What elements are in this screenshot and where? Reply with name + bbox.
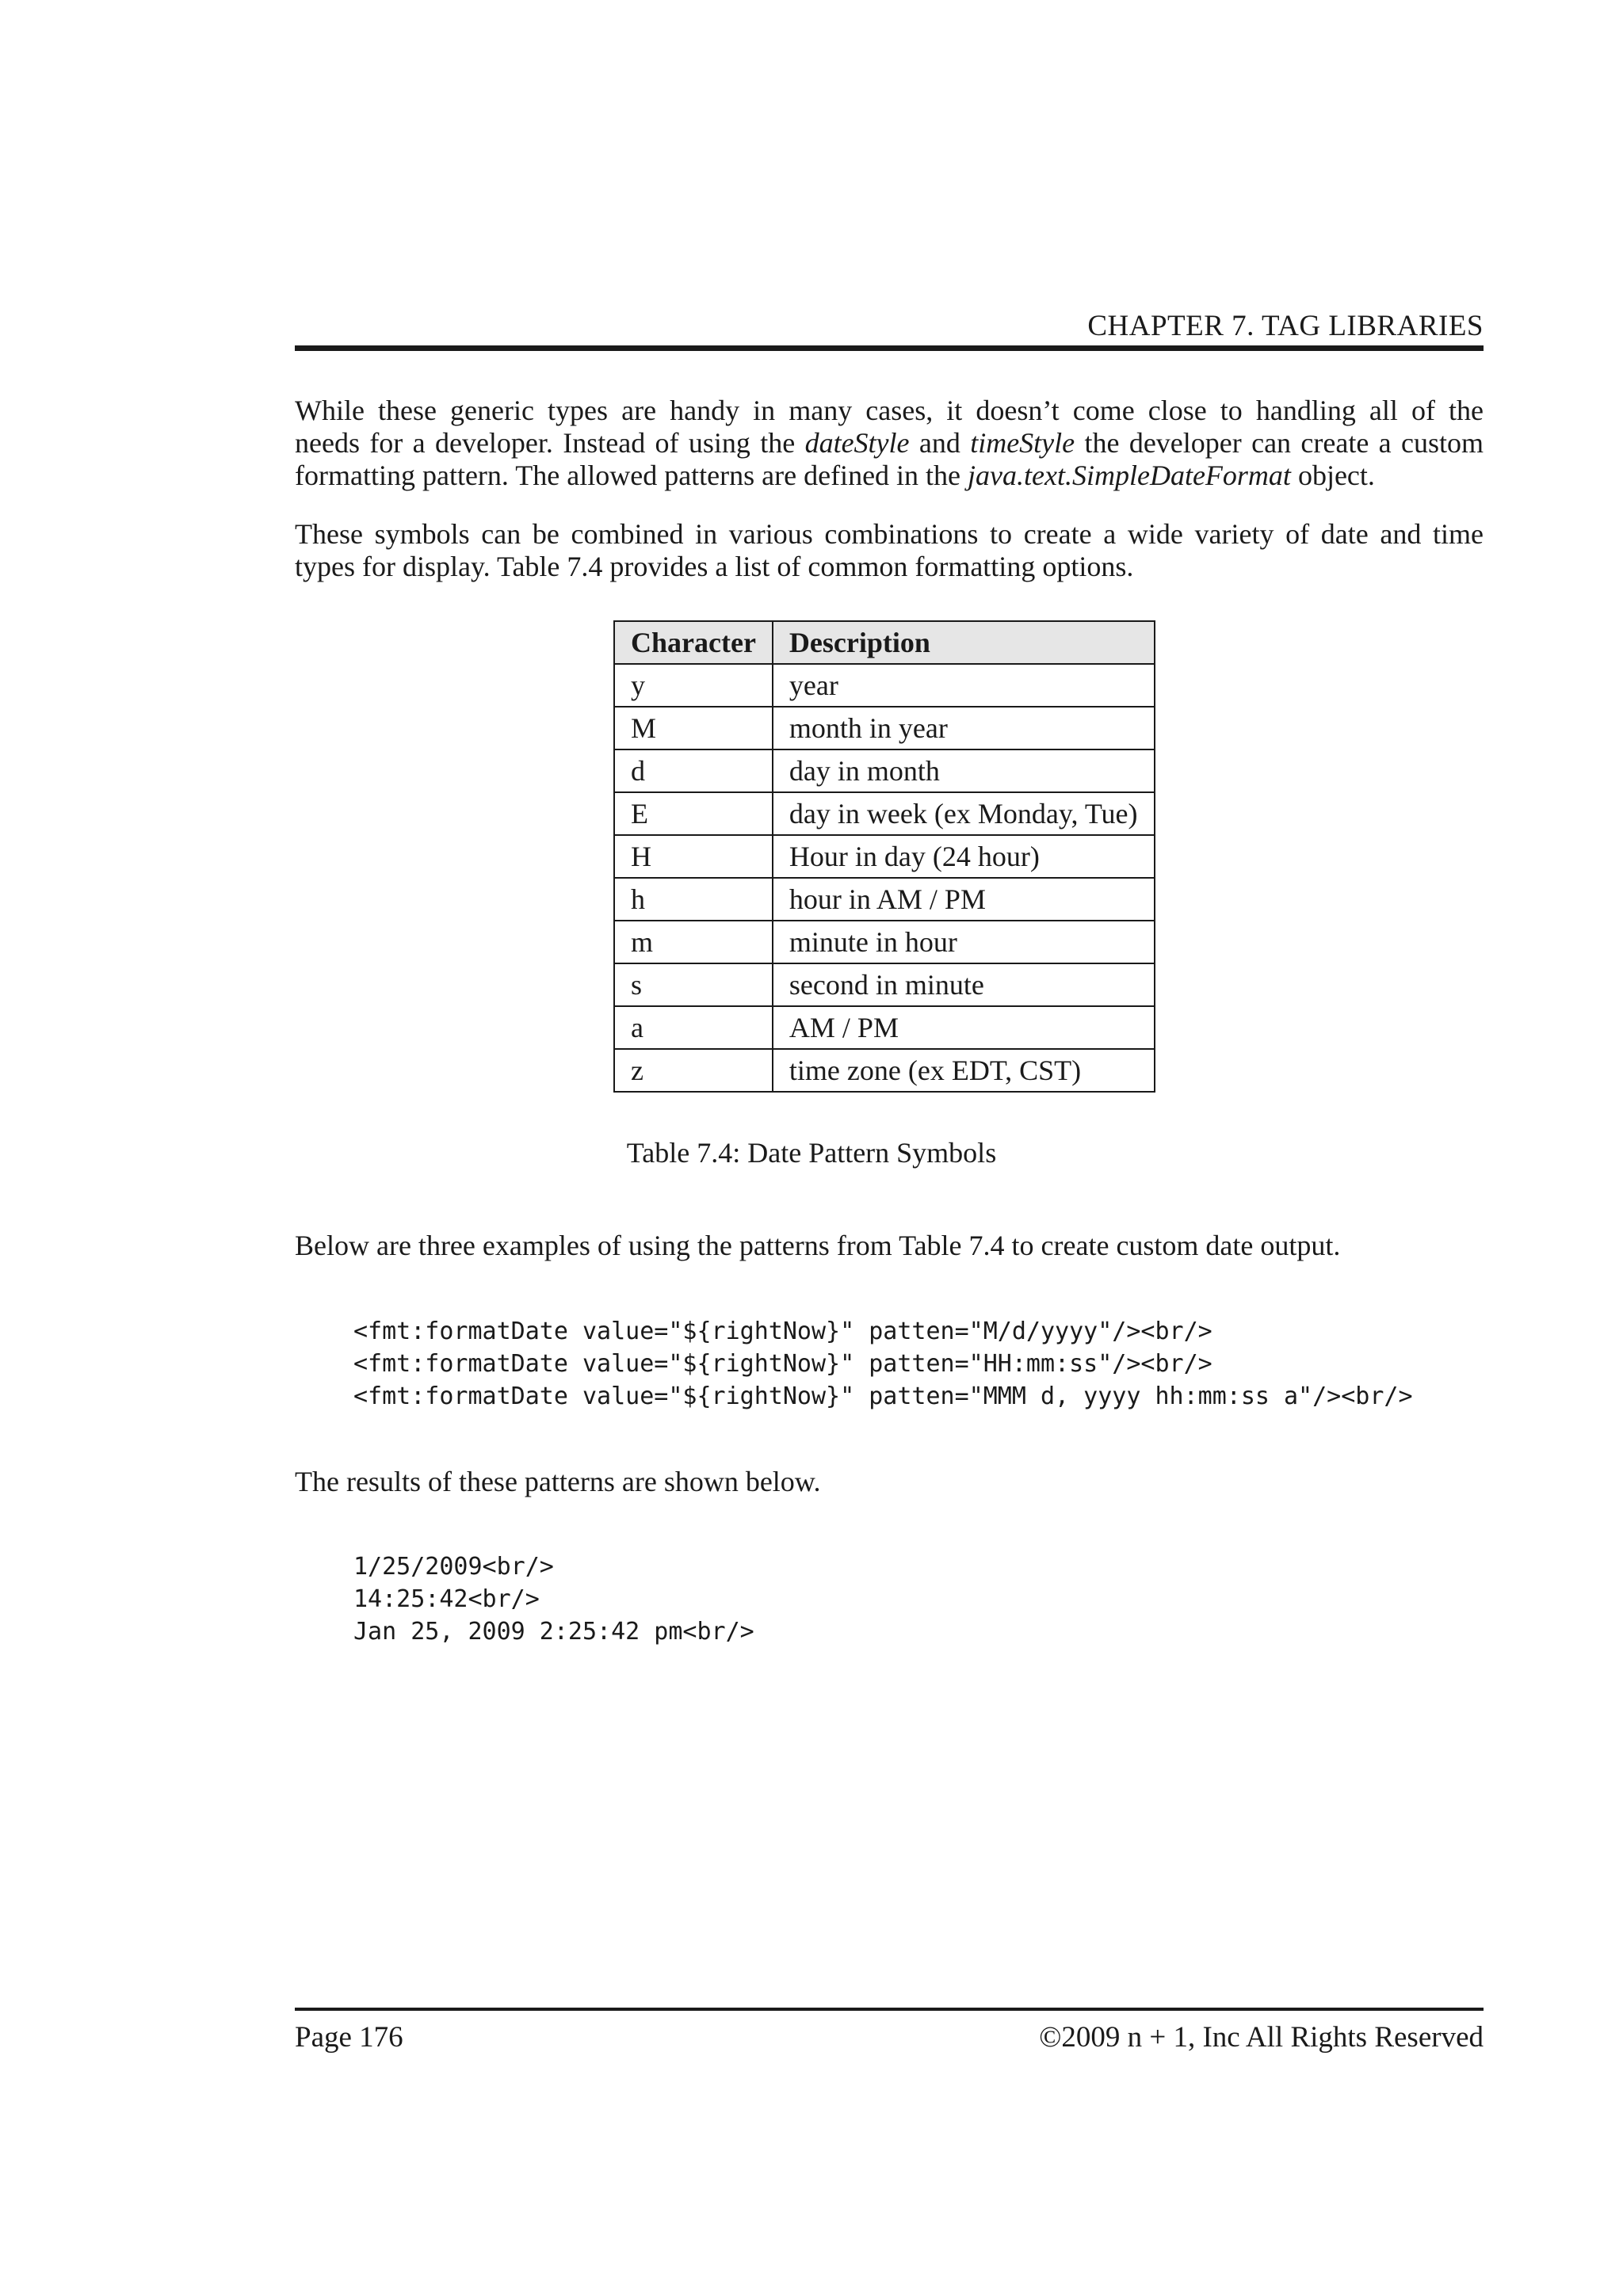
description-cell: time zone (ex EDT, CST) — [773, 1049, 1155, 1092]
intro-line-2: needs for a developer. Instead of using the dateStyle and timeStyle the developer can create a custom — [295, 427, 1484, 459]
table-row — [614, 835, 1155, 878]
footer-rule — [295, 2008, 1484, 2011]
table-row — [614, 749, 1155, 792]
description-cell: minute in hour — [773, 921, 1155, 963]
intro-line-3: formatting pattern. The allowed patterns are defined in the java.text.SimpleDateFormat object. — [295, 460, 1375, 491]
results-block — [353, 1550, 754, 1648]
symbol-cell: a — [614, 1006, 773, 1049]
page-number: Page 176 — [295, 2021, 403, 2054]
running-header: CHAPTER 7. TAG LIBRARIES — [1087, 310, 1484, 342]
table-row — [614, 1006, 1155, 1049]
date-pattern-table — [613, 620, 1155, 1093]
symbol-cell: h — [614, 878, 773, 921]
table-row — [614, 664, 1155, 707]
code-line: <fmt:formatDate value="${rightNow}" patten="M/d/yyyy"/><br/> — [353, 1318, 1212, 1345]
table-row — [614, 1049, 1155, 1092]
table-row — [614, 878, 1155, 921]
result-line: Jan 25, 2009 2:25:42 pm<br/> — [353, 1618, 754, 1646]
description-cell: AM / PM — [773, 1006, 1155, 1049]
symbol-cell: y — [614, 664, 773, 707]
simpledateformat-term: java.text.SimpleDateFormat — [968, 460, 1291, 491]
symbol-cell: d — [614, 749, 773, 792]
code-line: <fmt:formatDate value="${rightNow}" patten="MMM d, yyyy hh:mm:ss a"/><br/> — [353, 1383, 1413, 1410]
symbol-cell: s — [614, 963, 773, 1006]
result-line: 1/25/2009<br/> — [353, 1553, 554, 1581]
symbol-cell: m — [614, 921, 773, 963]
symbol-cell: M — [614, 707, 773, 749]
description-cell: year — [773, 664, 1155, 707]
table-row — [614, 792, 1155, 835]
table-row — [614, 963, 1155, 1006]
combinations-line-1: These symbols can be combined in various combinations to create a wide variety of date and time — [295, 518, 1484, 550]
description-cell: month in year — [773, 707, 1155, 749]
code-line: <fmt:formatDate value="${rightNow}" patten="HH:mm:ss"/><br/> — [353, 1350, 1212, 1378]
symbol-cell: H — [614, 835, 773, 878]
description-cell: hour in AM / PM — [773, 878, 1155, 921]
column-header-character: Character — [614, 621, 773, 664]
table-caption: Table 7.4: Date Pattern Symbols — [626, 1137, 997, 1169]
results-intro-paragraph: The results of these patterns are shown below. — [295, 1466, 821, 1497]
header-rule — [295, 345, 1484, 351]
description-cell: Hour in day (24 hour) — [773, 835, 1155, 878]
symbol-cell: z — [614, 1049, 773, 1092]
table-row — [614, 707, 1155, 749]
code-examples-block — [353, 1315, 1413, 1413]
description-cell: day in week (ex Monday, Tue) — [773, 792, 1155, 835]
result-line: 14:25:42<br/> — [353, 1585, 540, 1613]
symbol-cell: E — [614, 792, 773, 835]
combinations-paragraph — [295, 518, 1484, 583]
table-row — [614, 921, 1155, 963]
description-cell: day in month — [773, 749, 1155, 792]
column-header-description: Description — [773, 621, 1155, 664]
timestyle-term: timeStyle — [970, 427, 1075, 459]
combinations-line-2: types for display. Table 7.4 provides a list of common formatting options. — [295, 551, 1134, 582]
datestyle-term: dateStyle — [804, 427, 910, 459]
intro-line-1: While these generic types are handy in many cases, it doesn’t come close to handling all of the — [295, 395, 1484, 426]
description-cell: second in minute — [773, 963, 1155, 1006]
intro-paragraph — [295, 395, 1484, 492]
copyright-notice: ©2009 n + 1, Inc All Rights Reserved — [1039, 2021, 1484, 2054]
table-header-row — [614, 621, 1155, 664]
symbols-table — [613, 620, 1155, 1093]
examples-intro-paragraph: Below are three examples of using the patterns from Table 7.4 to create custom date output. — [295, 1230, 1341, 1261]
